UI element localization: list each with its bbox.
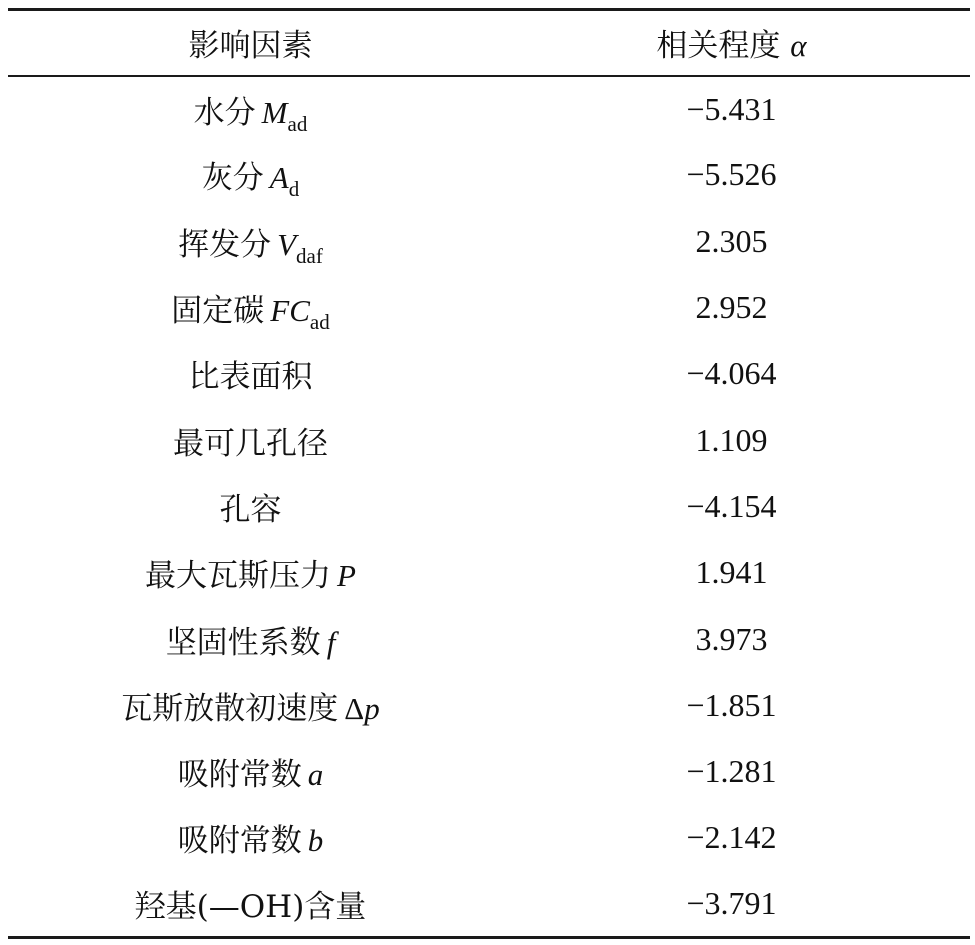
factor-label-group (201, 152, 300, 202)
factor-symbol-base: M (261, 94, 288, 130)
correlation-value-cell: 2.305 (695, 222, 768, 259)
correlation-value-cell: 2.952 (695, 289, 768, 326)
factor-name: 吸附常数 (177, 823, 302, 860)
factor-name: 孔容 (219, 491, 282, 528)
correlation-value-cell: −4.064 (686, 355, 777, 392)
correlation-value-cell: −2.142 (686, 819, 777, 856)
factor-label-group (178, 815, 324, 860)
table-row (8, 208, 970, 274)
correlation-value-cell: −5.526 (686, 156, 777, 193)
header-factor: 影响因素 (8, 10, 493, 76)
factor-symbol (308, 757, 324, 792)
factor-symbol-base: b (307, 823, 324, 859)
table-header (8, 10, 970, 76)
factor-cell (8, 805, 493, 871)
correlation-value-cell: 3.973 (695, 620, 768, 657)
table-row (8, 142, 970, 208)
factor-cell (8, 738, 493, 804)
table-row (8, 738, 970, 804)
factor-cell (8, 142, 493, 208)
correlation-value-cell: 1.109 (695, 421, 768, 458)
table-row (8, 274, 970, 340)
factor-name: 灰分 (201, 160, 264, 197)
factor-name: 固定碳 (171, 293, 265, 330)
factor-symbol-subscript: ad (309, 310, 330, 335)
factor-cell (8, 871, 493, 937)
table-row (8, 805, 970, 871)
factor-name: 比表面积 (188, 359, 313, 396)
factor-symbol-subscript: daf (296, 243, 323, 268)
factor-cell (8, 606, 493, 672)
factor-symbol (337, 558, 356, 593)
factor-symbol-base: FC (270, 293, 310, 329)
table-row (8, 540, 970, 606)
factor-label-group (145, 550, 356, 595)
correlation-value-cell: −4.154 (686, 487, 777, 524)
factor-symbol (261, 94, 308, 136)
correlation-value-cell: −1.851 (686, 686, 777, 723)
factor-symbol (327, 625, 336, 660)
factor-symbol-subscript: d (288, 177, 300, 202)
correlation-value-cell: −5.431 (686, 90, 777, 127)
factor-label-group (171, 285, 330, 335)
factor-label-group (193, 87, 308, 136)
factor-name: 最可几孔径 (173, 425, 328, 462)
data-table (8, 8, 970, 939)
factor-name: 坚固性系数 (165, 624, 321, 661)
factor-label-group (121, 683, 379, 728)
factor-symbol-base: f (326, 624, 336, 660)
factor-label-group (220, 484, 282, 529)
factor-label-group (178, 749, 324, 794)
factor-symbol-subscript: ad (287, 111, 308, 136)
table-body (8, 76, 970, 938)
table-row (8, 76, 970, 142)
factor-label-group (135, 881, 367, 926)
factor-name: 瓦斯放散初速度 (121, 690, 339, 727)
factor-name: 挥发分 (178, 226, 272, 263)
table-row (8, 407, 970, 473)
factor-symbol: Δp (344, 690, 380, 726)
factor-label-group (189, 351, 313, 396)
header-correlation-label: 相关程度 (656, 28, 791, 65)
table-row (8, 341, 970, 407)
factor-symbol (269, 160, 300, 202)
correlation-value-cell: 1.941 (695, 554, 768, 591)
factor-symbol (308, 823, 324, 858)
factor-symbol-base: A (269, 160, 289, 196)
factor-correlation-table (8, 8, 970, 939)
factor-label-group (178, 219, 323, 268)
table-row (8, 871, 970, 937)
factor-cell (8, 76, 493, 142)
factor-cell (8, 274, 493, 340)
factor-cell (8, 672, 493, 738)
factor-name: 最大瓦斯压力 (145, 558, 332, 595)
correlation-value-cell: −3.791 (493, 871, 970, 937)
factor-cell (8, 473, 493, 539)
factor-label-group (173, 418, 328, 463)
factor-symbol (270, 293, 330, 335)
header-correlation (493, 10, 970, 76)
factor-symbol-base: P (337, 558, 356, 594)
factor-cell (8, 341, 493, 407)
table-row (8, 606, 970, 672)
table-row (8, 473, 970, 539)
factor-label-group (166, 617, 336, 662)
factor-name: 水分 (193, 94, 256, 131)
factor-symbol (277, 226, 323, 268)
factor-name: 吸附常数 (177, 757, 302, 794)
header-alpha-symbol: α (790, 28, 807, 64)
factor-cell (8, 407, 493, 473)
table-row (8, 672, 970, 738)
factor-symbol-base: V (277, 226, 297, 262)
correlation-value-cell: −1.281 (686, 753, 777, 790)
factor-cell (8, 540, 493, 606)
header-row (8, 10, 970, 76)
factor-name: 羟基(—OH)含量 (134, 888, 367, 925)
factor-cell (8, 208, 493, 274)
factor-symbol-base: a (307, 757, 324, 793)
